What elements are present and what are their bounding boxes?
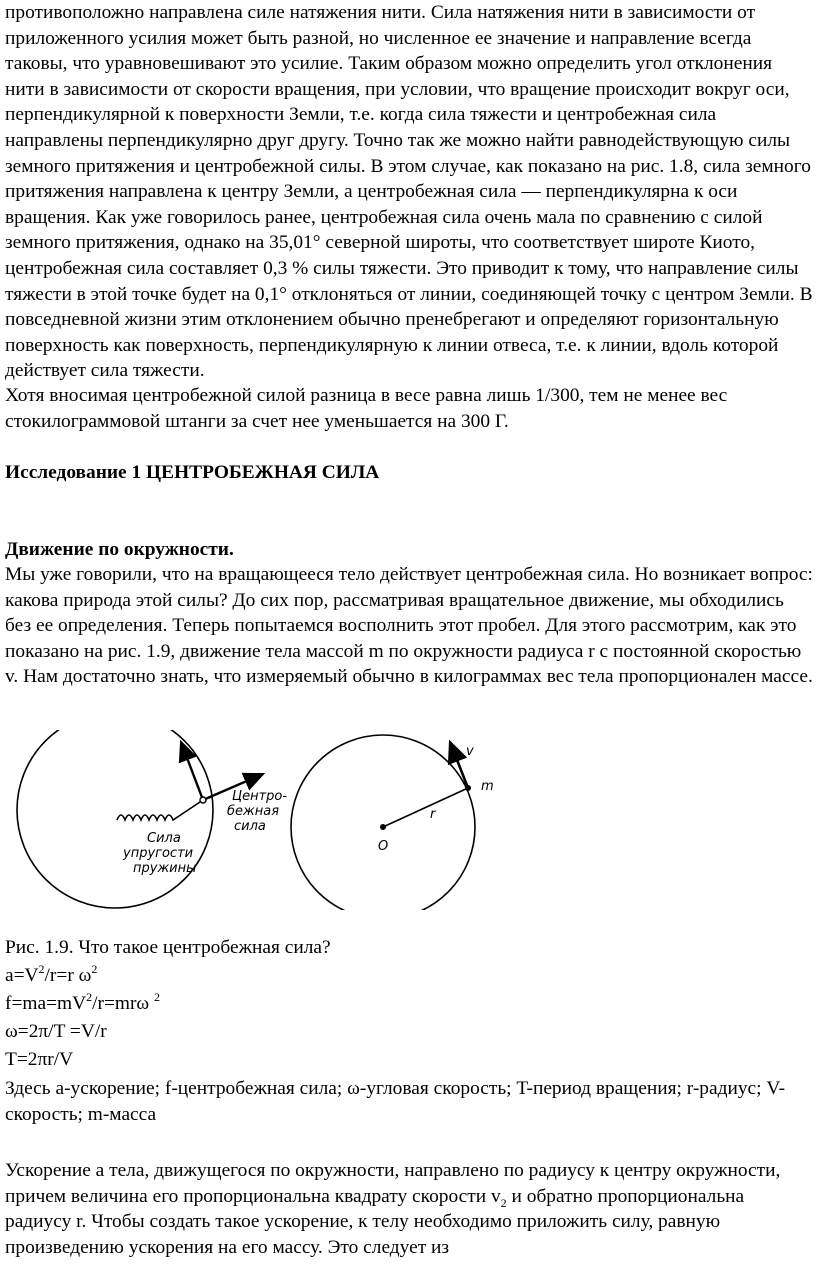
spring <box>117 800 203 820</box>
left-mass <box>200 797 206 803</box>
label-centrifugal-3: сила <box>234 819 266 834</box>
label-spring-3: пружины <box>133 861 197 876</box>
section-heading-research: Исследование 1 ЦЕНТРОБЕЖНАЯ СИЛА <box>5 462 380 483</box>
label-centrifugal-2: бежная <box>227 804 280 819</box>
paragraph-acceleration: Ускорение a тела, движущегося по окружности, направлено по радиусу к центру окружности, причем величина его пропорциональна квадрату скорости $v_2$ и обратно пропорциональна радиусу r. Чтобы создать такое ускорение, к телу необходимо приложить силу, равную произведению ускорения на его массу. Это следует из <box>5 1160 781 1258</box>
label-spring-2: упругости <box>123 846 194 861</box>
paragraph-centrifugal-deflection: противоположно направлена силе натяжения нити. Сила натяжения нити в зависимости от приложенного усилия может быть разной, но численное ее значение и направление всегда таковы, что уравновешивают это усилие. Таким образом можно определить угол отклонения нити в зависимости от скорости вращения, при условии, что вращение происходит вокруг оси, перпендикулярной к поверхности Земли, т.е. когда сила тяжести и центробежная сила направлены перпендикулярно друг другу. Точно так же можно найти равнодействующую силы земного притяжения и центробежной силы. В этом случае, как показано на рис. 1.8, сила земного притяжения направлена к центру Земли, а центробежная сила — перпендикулярна к оси вращения. Как уже говорилось ранее, центробежная сила очень мала по сравнению с силой земного притяжения, однако на 35,01° северной широты, что соответствует широте Киото, центробежная сила составляет 0,3 % силы тяжести. Это приводит к тому, что направление силы тяжести в этой точке будет на 0,1° отклоняться от линии, соединяющей точку с центром Земли. В повседневной жизни этим отклонением обычно пренебрегают и определяют горизонтальную поверхность как поверхность, перпендикулярную к линии отвеса, т.е. к линии, вдоль которой действует сила тяжести. <box>5 2 813 382</box>
velocity-arrow-left <box>181 742 203 800</box>
center-point <box>380 824 386 830</box>
label-centrifugal-1: Центро- <box>232 789 288 804</box>
radius-line <box>383 788 468 827</box>
formula-force: $f=ma=mV^2/r=mr\omega$ $^2$ <box>5 989 161 1014</box>
label-r: r <box>430 807 436 822</box>
right-mass <box>465 785 471 791</box>
formula-angular-velocity: ω=2π/T =V/r <box>5 1021 107 1042</box>
paragraph-weight-difference: Хотя вносимая центробежной силой разница в весе равна лишь 1/300, тем не менее вес стокилограммовой штанги за счет нее уменьшается на 300 Г. <box>5 385 728 432</box>
formula-acceleration: $a=V^2/r=r$ $\omega^2$ <box>5 961 98 986</box>
label-spring-1: Сила <box>147 831 181 846</box>
paragraph-circular-motion: Мы уже говорили, что на вращающееся тело действует центробежная сила. Но возникает вопрос: какова природа этой силы? До сих пор, рассматривая вращательное движение, мы обходились без ее определения. Теперь попытаемся восполнить этот пробел. Для этого рассмотрим, как это показано на рис. 1.9, движение тела массой m по окружности радиуса r с постоянной скоростью v. Нам достаточно знать, что измеряемый обычно в килограммах вес тела пропорционален массе. <box>5 564 813 688</box>
label-m: m <box>481 779 494 794</box>
right-circle <box>291 735 475 910</box>
left-circle <box>17 730 213 908</box>
figure-1-9 <box>5 730 525 910</box>
subsection-heading-circular-motion: Движение по окружности. <box>5 539 234 560</box>
figure-caption: Рис. 1.9. Что такое центробежная сила? <box>5 937 331 958</box>
paragraph-legend: Здесь a-ускорение; f-центробежная сила; ω-угловая скорость; T-период вращения; r-радиус; V-скорость; m-масса <box>5 1078 786 1125</box>
label-v: v <box>466 744 474 759</box>
label-o: O <box>378 839 389 854</box>
figure-diagram <box>5 730 525 910</box>
formula-period: T=2πr/V <box>5 1049 74 1070</box>
